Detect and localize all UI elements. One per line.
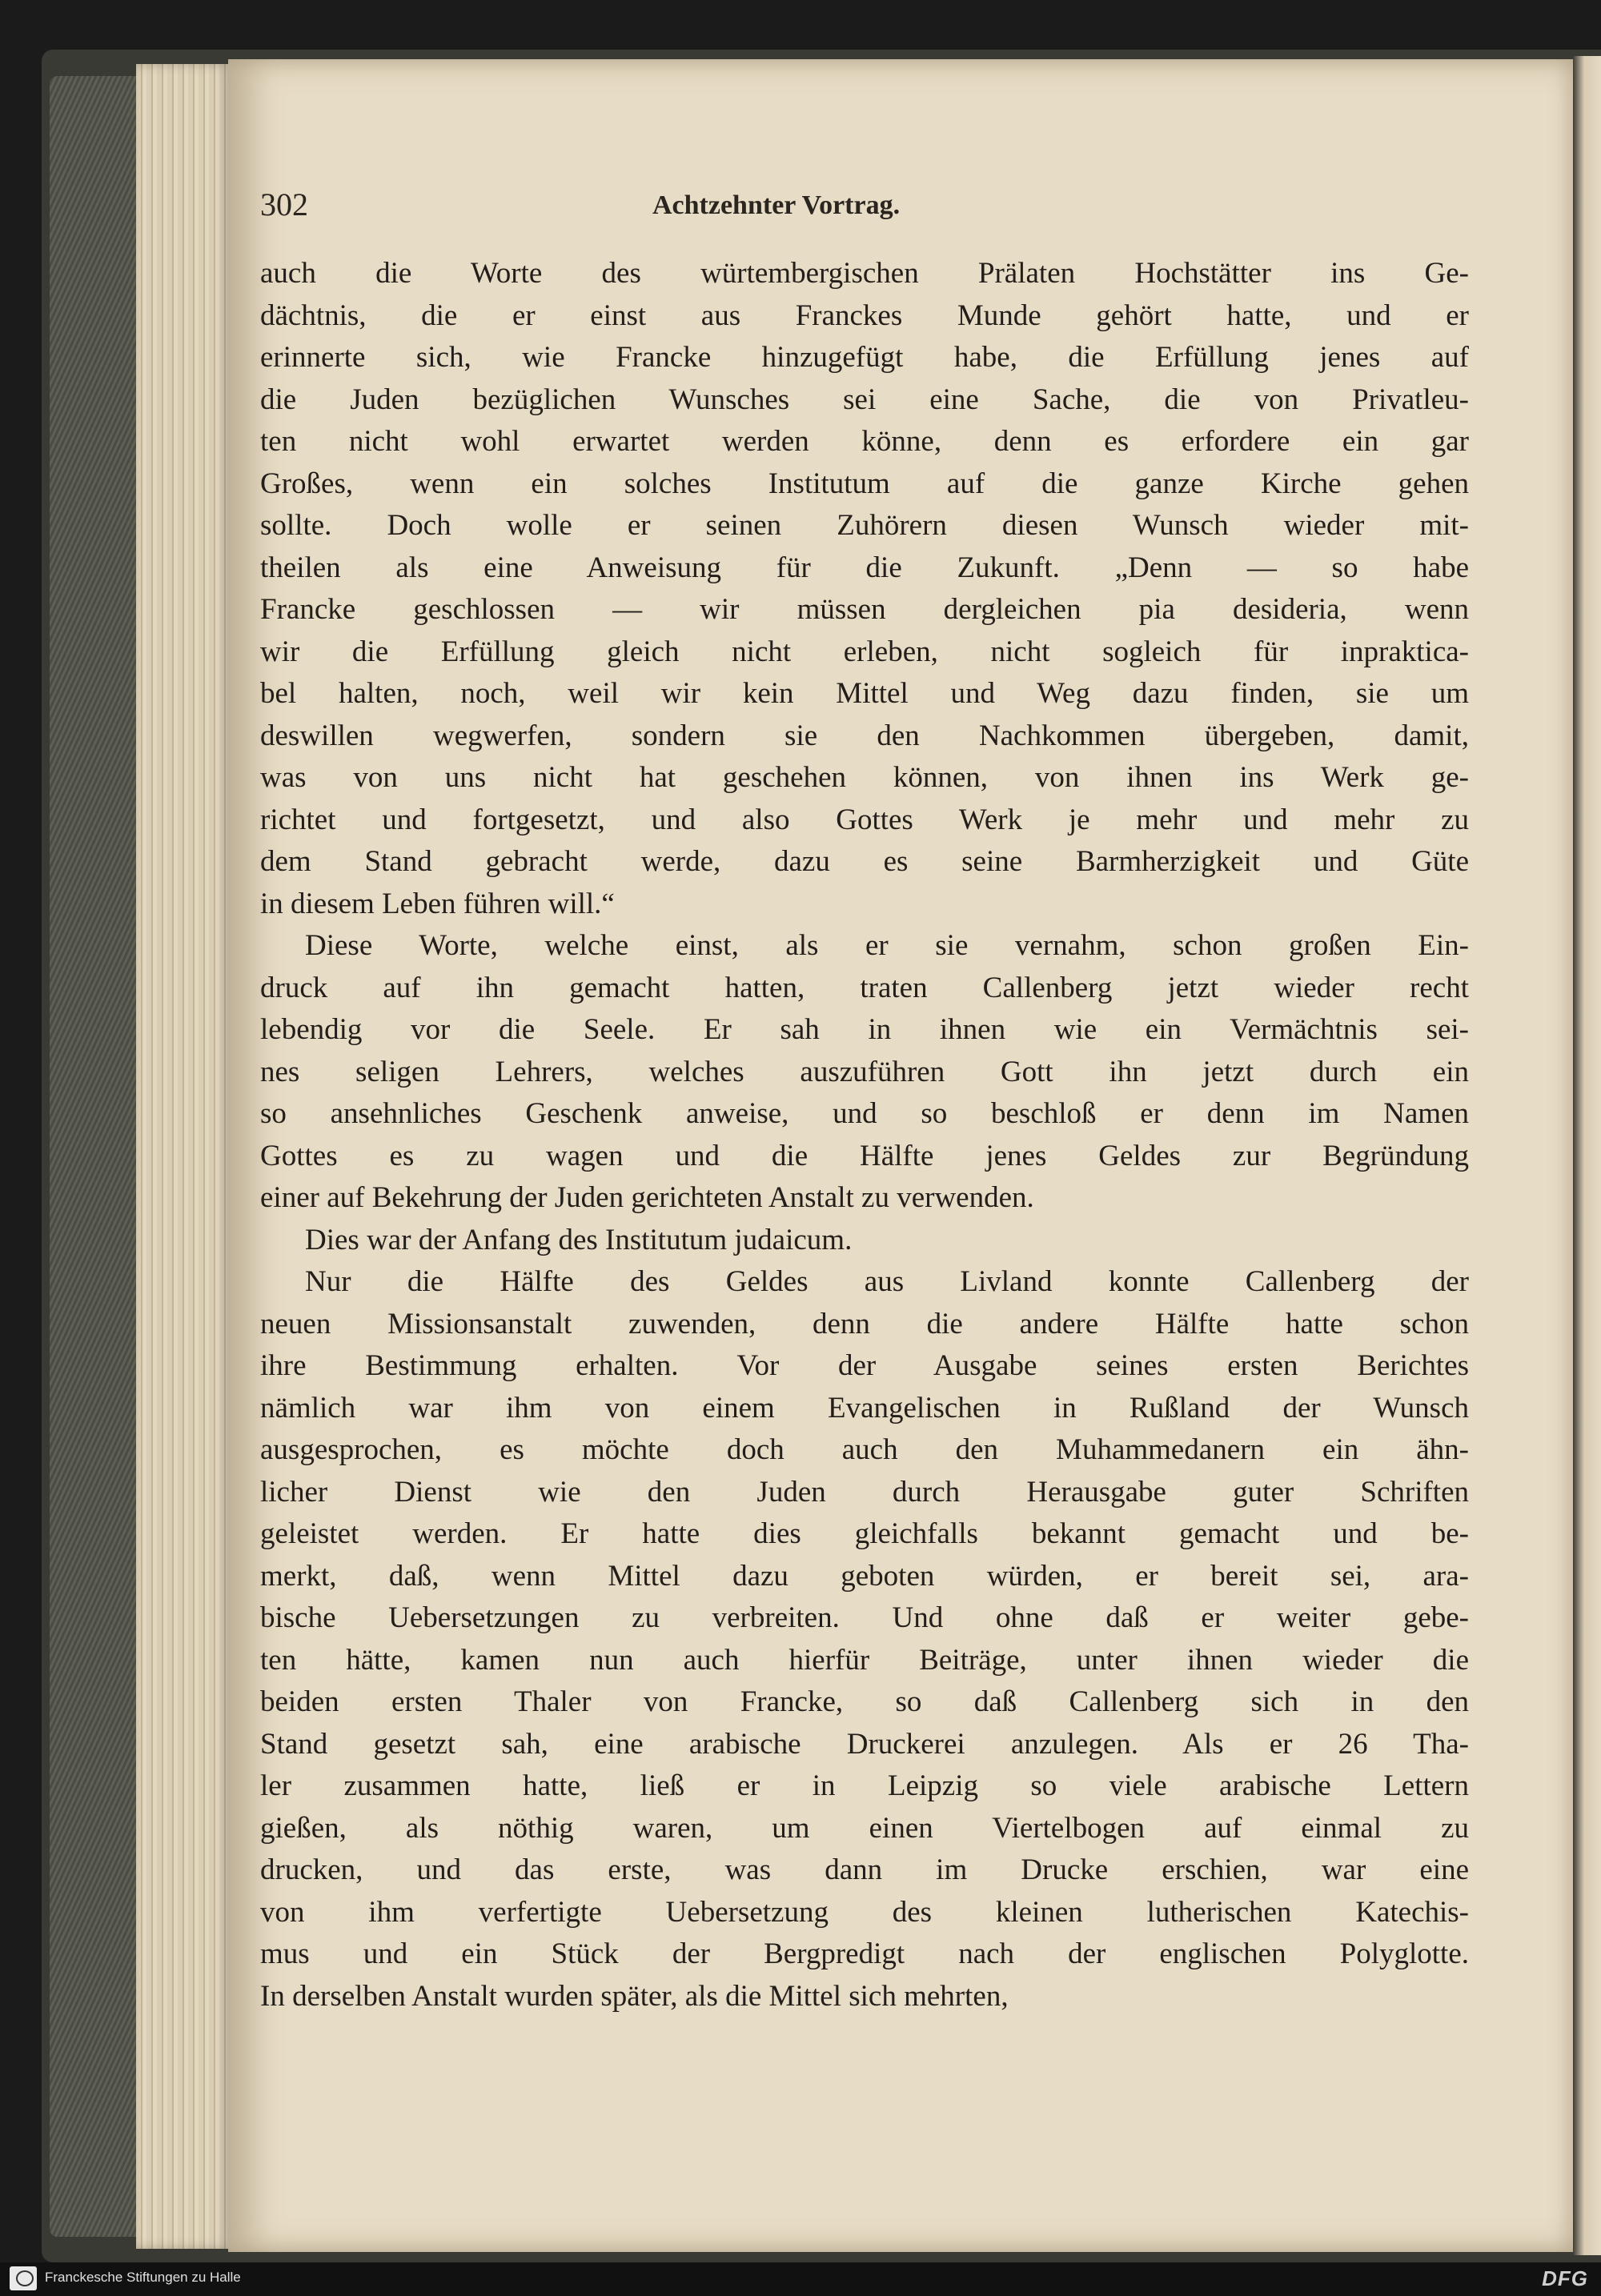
- text-line: Dies war der Anfang des Institutum judaicum.: [305, 1223, 853, 1256]
- text-line: licher Dienst wie den Juden durch Herausgabe guter Schriften: [260, 1475, 1469, 1509]
- text-line: theilen als eine Anweisung für die Zukunft. „Denn — so habe: [260, 551, 1469, 584]
- text-line: druck auf ihn gemacht hatten, traten Callenberg jetzt wieder recht: [260, 971, 1469, 1004]
- text-line: ler zusammen hatte, ließ er in Leipzig so viele arabische Lettern: [260, 1769, 1469, 1802]
- text-line: drucken, und das erste, was dann im Drucke erschien, war eine: [260, 1853, 1469, 1886]
- text-line: was von uns nicht hat geschehen können, von ihnen ins Werk ge-: [260, 761, 1469, 794]
- institution-logo-icon: [10, 2266, 37, 2290]
- text-line: ihre Bestimmung erhalten. Vor der Ausgabe seines ersten Berichtes: [260, 1349, 1469, 1382]
- paragraph: [260, 253, 1469, 925]
- text-line: dem Stand gebracht werde, dazu es seine Barmherzigkeit und Güte: [260, 845, 1469, 878]
- body-text: [260, 253, 1469, 2018]
- text-line: mus und ein Stück der Bergpredigt nach der englischen Polyglotte.: [260, 1937, 1469, 1970]
- running-title: Achtzehnter Vortrag.: [652, 190, 901, 220]
- text-line: in diesem Leben führen will.“: [260, 887, 615, 920]
- text-line: wir die Erfüllung gleich nicht erleben, nicht sogleich für inpraktica-: [260, 635, 1469, 668]
- text-line: Großes, wenn ein solches Institutum auf die ganze Kirche gehen: [260, 467, 1469, 500]
- text-line: Gottes es zu wagen und die Hälfte jenes Geldes zur Begründung: [260, 1139, 1469, 1172]
- text-line: gießen, als nöthig waren, um einen Viertelbogen auf einmal zu: [260, 1811, 1469, 1845]
- text-line: ten nicht wohl erwartet werden könne, denn es erfordere ein gar: [260, 425, 1469, 458]
- text-line: so ansehnliches Geschenk anweise, und so beschloß er denn im Namen: [260, 1097, 1469, 1130]
- text-line: lebendig vor die Seele. Er sah in ihnen wie ein Vermächtnis sei-: [260, 1013, 1469, 1046]
- text-line: Nur die Hälfte des Geldes aus Livland konnte Callenberg der: [305, 1265, 1469, 1298]
- paragraph: [260, 925, 1469, 1220]
- text-line: Diese Worte, welche einst, als er sie vernahm, schon großen Ein-: [305, 929, 1469, 962]
- text-line: ausgesprochen, es möchte doch auch den Muhammedanern ein ähn-: [260, 1433, 1469, 1466]
- text-line: bische Uebersetzungen zu verbreiten. Und ohne daß er weiter gebe-: [260, 1601, 1469, 1634]
- text-line: einer auf Bekehrung der Juden gerichteten Anstalt zu verwenden.: [260, 1181, 1034, 1214]
- text-line: beiden ersten Thaler von Francke, so daß Callenberg sich in den: [260, 1685, 1469, 1718]
- page-number: 302: [260, 186, 308, 222]
- text-line: sollte. Doch wolle er seinen Zuhörern diesen Wunsch wieder mit-: [260, 509, 1469, 542]
- text-line: In derselben Anstalt wurden später, als die Mittel sich mehrten,: [260, 1979, 1009, 2013]
- page-stack-edge: [136, 64, 232, 2249]
- text-line: erinnerte sich, wie Francke hinzugefügt habe, die Erfüllung jenes auf: [260, 341, 1469, 374]
- footer-credit: Franckesche Stiftungen zu Halle: [45, 2270, 241, 2285]
- text-line: Francke geschlossen — wir müssen dergleichen pia desideria, wenn: [260, 593, 1469, 626]
- text-line: nes seligen Lehrers, welches auszuführen Gott ihn jetzt durch ein: [260, 1055, 1469, 1088]
- text-line: geleistet werden. Er hatte dies gleichfalls bekannt gemacht und be-: [260, 1517, 1469, 1550]
- text-line: von ihm verfertigte Uebersetzung des kleinen lutherischen Katechis-: [260, 1895, 1469, 1929]
- text-line: auch die Worte des würtembergischen Prälaten Hochstätter ins Ge-: [260, 257, 1469, 290]
- text-line: die Juden bezüglichen Wunsches sei eine Sache, die von Privatleu-: [260, 383, 1469, 416]
- text-line: nämlich war ihm von einem Evangelischen in Rußland der Wunsch: [260, 1391, 1469, 1424]
- dfg-logo: DFG: [1542, 2266, 1588, 2290]
- text-line: dächtnis, die er einst aus Franckes Munde gehört hatte, und er: [260, 299, 1469, 332]
- paragraph: [260, 1220, 1469, 1262]
- text-line: deswillen wegwerfen, sondern sie den Nachkommen übergeben, damit,: [260, 719, 1469, 752]
- text-line: bel halten, noch, weil wir kein Mittel und Weg dazu finden, sie um: [260, 677, 1469, 710]
- text-line: neuen Missionsanstalt zuwenden, denn die andere Hälfte hatte schon: [260, 1307, 1469, 1340]
- book-spine: [50, 76, 138, 2237]
- paragraph: [260, 1261, 1469, 2018]
- text-line: merkt, daß, wenn Mittel dazu geboten würden, er bereit sei, ara-: [260, 1559, 1469, 1593]
- text-line: richtet und fortgesetzt, und also Gottes Werk je mehr und mehr zu: [260, 803, 1469, 836]
- page-header: [260, 186, 1469, 234]
- facing-page-edge: [1573, 56, 1601, 2255]
- text-line: ten hätte, kamen nun auch hierfür Beiträge, unter ihnen wieder die: [260, 1643, 1469, 1677]
- text-line: Stand gesetzt sah, eine arabische Druckerei anzulegen. Als er 26 Tha-: [260, 1727, 1469, 1761]
